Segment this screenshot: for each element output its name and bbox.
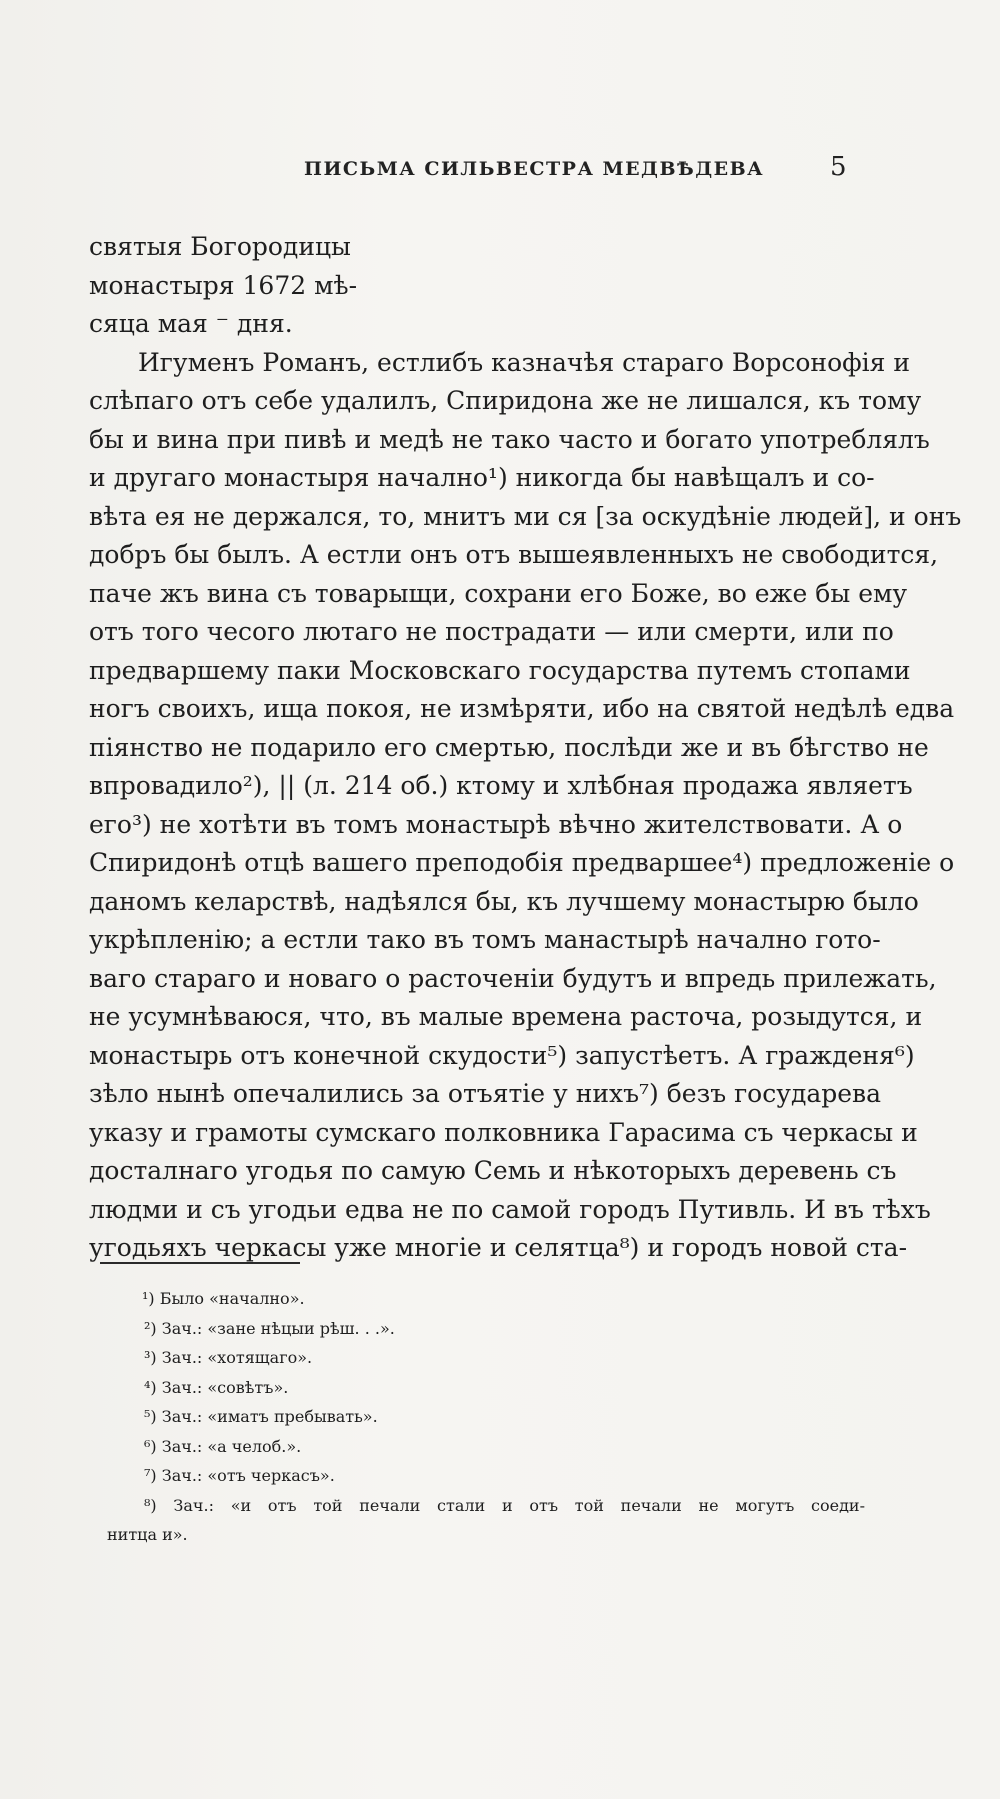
footnote: ¹) Было «начално». [142,1289,305,1308]
text-line: святыя Богородицы [89,232,351,261]
text-line: слѣпаго отъ себе удалилъ, Спиридона же не лишался, къ тому [89,386,922,415]
text-line: піянство не подарило его смертью, послѣди же и въ бѣгство не [89,732,929,762]
footnote-separator [100,1262,300,1264]
letter-text [89,228,962,1268]
footnotes [100,1284,865,1550]
text-line: укрѣпленію; а естли тако въ томъ манастырѣ начално гото- [89,925,881,954]
text-line: Спиридонѣ отцѣ вашего преподобія предваршее⁴) предложеніе о [89,848,955,877]
footnote-continuation: нитца и». [107,1525,188,1544]
text-line: даномъ келарствѣ, надѣялся бы, къ лучшему монастырю было [89,886,919,916]
text-line: зѣло нынѣ опечалились за отъятіе у нихъ⁷) безъ государева [89,1079,882,1108]
text-line: предваршему паки Московскаго государства путемъ стопами [89,655,911,685]
text-line: и другаго монастыря начално¹) никогда бы навѣщалъ и со- [89,463,875,492]
text-line: бы и вина при пивѣ и медѣ не тако часто и богато употреблялъ [89,424,930,454]
text-line: паче жъ вина съ товарыщи, сохрани его Боже, во еже бы ему [89,578,908,608]
text-line: ногъ своихъ, ища покоя, не измѣряти, ибо на святой недѣлѣ едва [89,694,955,723]
text-line: указу и грамоты сумскаго полковника Гарасима съ черкасы и [89,1117,918,1147]
footnote: ⁷) Зач.: «отъ черкасъ». [144,1466,335,1485]
text-line: добръ бы былъ. А естли онъ отъ вышеявленныхъ не свободится, [89,540,939,569]
text-line: сяца мая ⁻ дня. [89,309,293,338]
text-line: не усумнѣваюся, что, въ малые времена расточа, розыдутся, и [89,1002,923,1031]
footnote: ⁸) Зач.: «и отъ той печали стали и отъ той печали не могутъ соеди- [144,1495,865,1515]
footnote: ⁴) Зач.: «совѣтъ». [144,1377,289,1397]
text-line: впровадило²), || (л. 214 об.) ктому и хлѣбная продажа являетъ [89,771,913,800]
footnote: ⁶) Зач.: «а челоб.». [144,1436,302,1456]
text-line: монастыря 1672 мѣ- [89,270,358,300]
text-line: людми и съ угодьи едва не по самой городъ Путивль. И въ тѣхъ [89,1194,931,1224]
text-line: угодьяхъ черкасы уже многіе и селятца⁸) и городъ новой ста- [89,1233,908,1262]
text-line: досталнаго угодья по самую Семь и нѣкоторыхъ деревень съ [89,1156,897,1185]
text-line: вѣта ея не держался, то, мнитъ ми ся [за оскудѣніе людей], и онъ [89,501,962,531]
running-title: ПИСЬМА СИЛЬВЕСТРА МЕДВѢДЕВА [304,158,765,180]
page-header [0,152,1000,198]
text-line: ваго стараго и новаго о расточеніи будутъ и впредь прилежать, [89,963,937,993]
footnote: ²) Зач.: «зане нѣцыи рѣш. . .». [144,1318,395,1338]
footnote: ³) Зач.: «хотящаго». [144,1348,313,1367]
footnote: ⁵) Зач.: «иматъ пребывать». [144,1407,378,1426]
text-line: отъ того чесого лютаго не пострадати — или смерти, или по [89,617,894,646]
text-line: его³) не хотѣти въ томъ монастырѣ вѣчно жителствовати. А о [89,809,903,839]
text-line: монастырь отъ конечной скудости⁵) запустѣетъ. А гражденя⁶) [89,1040,915,1070]
page-number: 5 [830,152,847,182]
text-line: Игуменъ Романъ, естлибъ казначѣя стараго Ворсонофія и [138,347,911,377]
